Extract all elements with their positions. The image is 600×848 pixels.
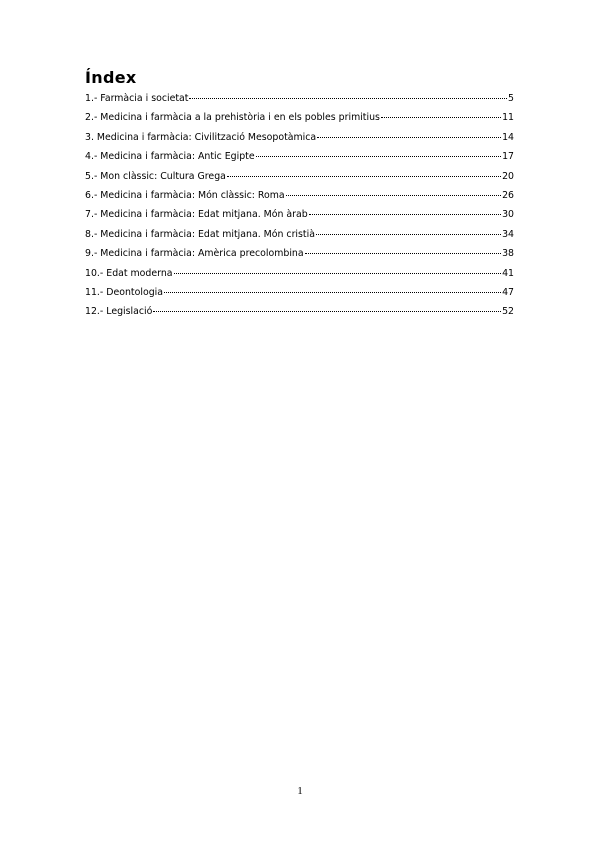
toc-entry-label: 1.- Farmàcia i societat <box>85 93 189 104</box>
toc-entry-page: 5 <box>508 93 514 104</box>
toc-dot-leader <box>189 98 507 99</box>
toc-entry-label: 5.- Mon clàssic: Cultura Grega <box>85 170 226 182</box>
toc-entry-label: 10.- Edat moderna <box>85 267 173 279</box>
toc-dot-leader <box>174 273 502 274</box>
toc-dot-leader <box>286 195 501 196</box>
toc-entry[interactable] <box>85 286 514 305</box>
toc-entry-label: 2.- Medicina i farmàcia a la prehistòria i en els pobles primitius <box>85 112 380 124</box>
toc-dot-leader <box>305 253 501 254</box>
toc-entry[interactable] <box>85 247 514 266</box>
toc-entry-label: 3. Medicina i farmàcia: Civilització Mesopotàmica <box>85 131 317 143</box>
toc-entry-label: 6.- Medicina i farmàcia: Món clàssic: Roma <box>85 189 285 201</box>
toc-entry-label: 11.- Deontologia <box>85 286 163 298</box>
toc-entry[interactable] <box>85 267 514 286</box>
toc-entry[interactable] <box>85 189 514 208</box>
toc-entry-page: 52 <box>502 306 514 318</box>
toc-entry[interactable] <box>85 305 514 324</box>
toc-entry[interactable] <box>85 208 514 227</box>
toc-dot-leader <box>316 234 501 235</box>
toc-entry[interactable] <box>85 170 514 189</box>
page-number: 1 <box>297 785 303 797</box>
toc-entry[interactable] <box>85 150 514 169</box>
toc-entry-label: 4.- Medicina i farmàcia: Antic Egipte <box>85 151 255 163</box>
toc-entry-label: 7.- Medicina i farmàcia: Edat mitjana. Món àrab <box>85 209 308 221</box>
toc-entry[interactable] <box>85 131 514 150</box>
toc-entry-page: 38 <box>502 248 514 260</box>
toc-entry-page: 17 <box>502 151 514 163</box>
toc-title: Índex <box>85 68 137 87</box>
toc-entry-label: 9.- Medicina i farmàcia: Amèrica precolombina <box>85 248 304 260</box>
toc-dot-leader <box>317 137 501 138</box>
toc-entry-page: 11 <box>502 112 514 124</box>
toc-entry-page: 20 <box>502 170 514 182</box>
toc-dot-leader <box>256 156 501 157</box>
toc-entry-page: 30 <box>502 209 514 221</box>
toc-entry-page: 47 <box>502 286 514 298</box>
toc-entry[interactable] <box>85 92 514 111</box>
toc-entry-page: 41 <box>502 267 514 279</box>
toc-dot-leader <box>309 214 501 215</box>
toc-dot-leader <box>153 311 501 312</box>
toc-dot-leader <box>227 176 501 177</box>
toc-entry-page: 26 <box>502 189 514 201</box>
toc-entry-page: 14 <box>502 131 514 143</box>
toc-dot-leader <box>381 117 501 118</box>
toc-dot-leader <box>164 292 501 293</box>
toc-list <box>85 92 514 325</box>
toc-entry[interactable] <box>85 111 514 130</box>
toc-entry-label: 12.- Legislació <box>85 306 153 318</box>
toc-entry-page: 34 <box>502 228 514 240</box>
toc-entry-label: 8.- Medicina i farmàcia: Edat mitjana. Món cristià <box>85 228 315 240</box>
toc-entry[interactable] <box>85 228 514 247</box>
